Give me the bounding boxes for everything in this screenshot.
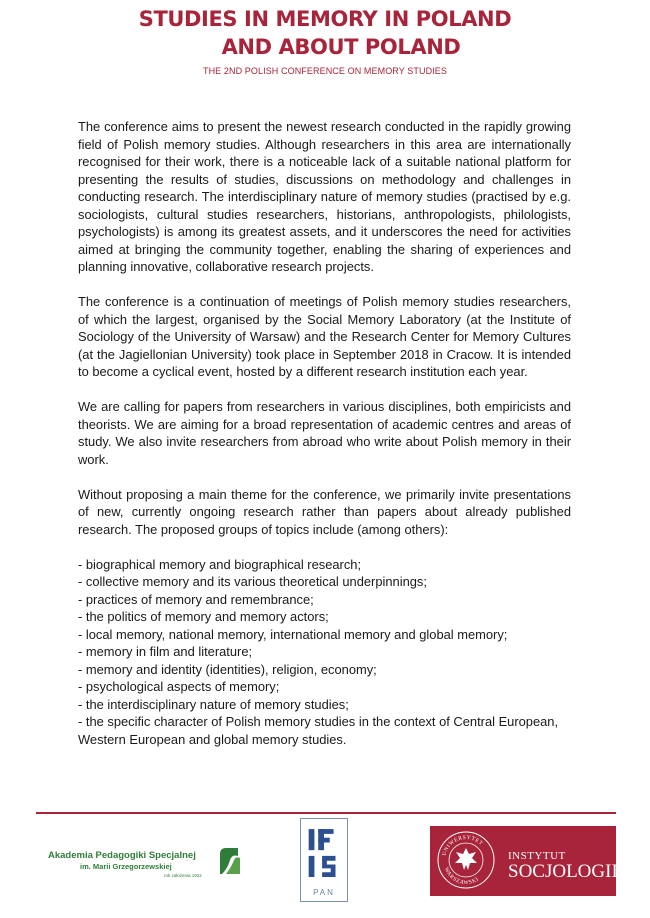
aps-logo-subtitle: im. Marii Grzegorzewskiej xyxy=(80,862,172,871)
topic-item: - the politics of memory and memory actors; xyxy=(78,609,329,624)
topic-item: - the specific character of Polish memory studies in the context of Central European, Western European and global memory studies. xyxy=(78,714,559,747)
title-line-1: STUDIES IN MEMORY IN POLAND xyxy=(138,7,512,31)
uw-seal-icon xyxy=(436,830,496,890)
uw-logo-line1: INSTYTUT xyxy=(508,850,566,862)
aps-logo-name: Akademia Pedagogiki Specjalnej xyxy=(48,850,196,861)
uw-logo-line2: SOCJOLOGII xyxy=(508,861,618,882)
topic-item: - biographical memory and biographical research; xyxy=(78,556,362,572)
topic-item: - the interdisciplinary nature of memory studies; xyxy=(78,696,349,712)
topic-item: - memory and identity (identities), religion, economy; xyxy=(78,661,377,677)
ifis-mark-icon xyxy=(301,823,347,885)
topic-item: - memory in film and literature; xyxy=(78,644,253,659)
aps-logo-year: rok założenia 1922 xyxy=(164,873,202,878)
subtitle: THE 2ND POLISH CONFERENCE ON MEMORY STUDIES xyxy=(202,66,447,76)
svg-text:WARSZAWSKI: WARSZAWSKI xyxy=(442,866,481,887)
title-line-2: AND ABOUT POLAND xyxy=(221,35,461,59)
topic-item: - psychological aspects of memory; xyxy=(78,679,280,694)
aps-emblem-icon xyxy=(218,844,242,876)
paragraph-continuation: The conference is a continuation of meetings of Polish memory studies researchers, of which the largest, organised by the Social Memory Laboratory (at the Institute of Sociology of the University of Warsaw) and the Research Center for Memory Cultures (at the Jagiellonian University) took place in September 2018 in Cracow. It is intended to become a cyclical event, hosted by a different research institution each year. xyxy=(78,294,571,379)
topic-item: - practices of memory and remembrance; xyxy=(78,591,314,607)
ifis-pan-label: PAN xyxy=(313,888,335,897)
topics-list xyxy=(78,556,571,749)
uw-sociology-logo xyxy=(430,826,616,896)
topic-item: - collective memory and its various theoretical underpinnings; xyxy=(78,574,427,589)
paragraph-call-for-papers: We are calling for papers from researchers in various disciplines, both empiricists and theorists. We are aiming for a broad representation of academic centres and areas of study. We also invite researchers from abroad who write about Polish memory in their work. xyxy=(78,399,571,467)
topic-item: - local memory, national memory, international memory and global memory; xyxy=(78,626,508,642)
body-text xyxy=(78,118,571,748)
svg-text:UNIWERSYTET: UNIWERSYTET xyxy=(441,834,484,857)
ifis-pan-logo xyxy=(300,818,348,902)
aps-logo xyxy=(48,838,246,884)
paragraph-aims: The conference aims to present the newest research conducted in the rapidly growing field of Polish memory studies. Although researchers in this area are internationally recognised for their work, there is a noticeable lack of a suitable national platform for presenting the results of studies, discussions on methodology and challenges in conducting research. The interdisciplinary nature of memory studies (practised by e.g. sociologists, cultural studies researchers, historians, anthropologists, philologists, psychologists) is among its greatest assets, and it underscores the need for activities aimed at bringing the community together, enabling the sharing of experiences and planning innovative, collaborative research projects. xyxy=(78,119,571,274)
paragraph-topics-intro: Without proposing a main theme for the conference, we primarily invite presentations of new, currently ongoing research rather than papers about already published research. The proposed groups of topics include (among others): xyxy=(78,486,571,537)
footer-divider xyxy=(36,812,616,814)
